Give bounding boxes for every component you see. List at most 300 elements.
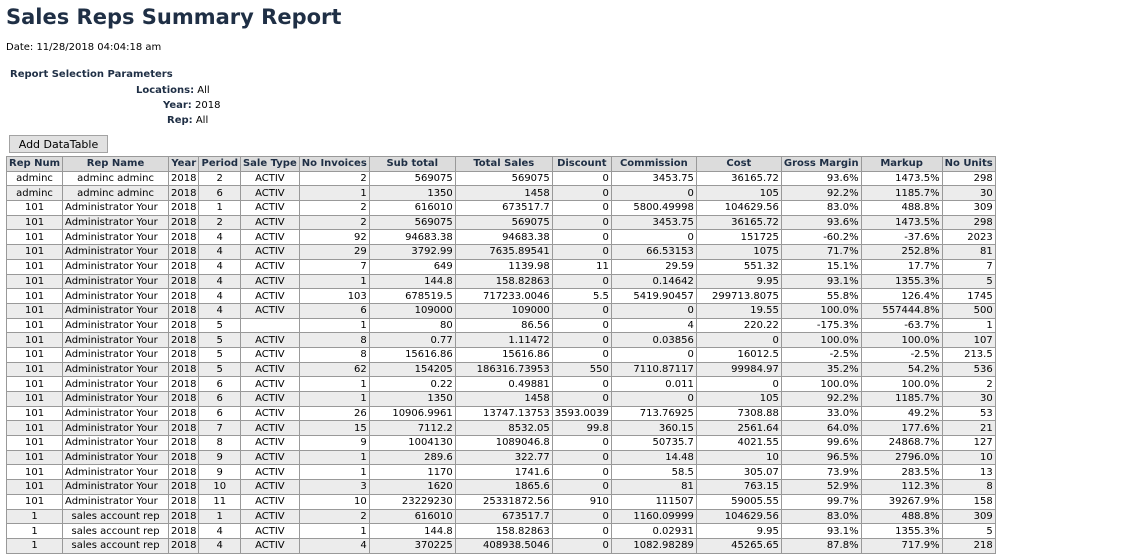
table-cell: ACTIV [240,230,299,245]
table-cell: 64.0% [781,421,861,436]
table-cell: 101 [7,421,63,436]
table-cell: 6 [199,406,241,421]
table-cell: 0 [552,186,611,201]
table-cell: 14.48 [611,450,696,465]
column-header: Discount [552,157,611,172]
table-cell: 81 [942,245,995,260]
table-cell: 536 [942,362,995,377]
table-cell: 101 [7,494,63,509]
param-value: All [197,85,210,96]
table-cell: 92.2% [781,186,861,201]
table-cell: 220.22 [696,318,781,333]
table-cell: 7 [942,259,995,274]
table-cell: 10 [942,450,995,465]
table-cell: 10906.9961 [369,406,455,421]
table-cell: 7110.87117 [611,362,696,377]
table-cell: 1350 [369,186,455,201]
table-cell: 0 [552,524,611,539]
table-cell: ACTIV [240,333,299,348]
table-cell: Administrator Your [63,274,169,289]
table-cell: 1 [299,392,369,407]
table-cell: -2.5% [861,347,942,362]
table-cell: 3792.99 [369,245,455,260]
table-cell: 177.6% [861,421,942,436]
table-cell: 0 [611,347,696,362]
table-cell: 8 [942,480,995,495]
table-cell: 13 [942,465,995,480]
table-cell: 1 [299,465,369,480]
table-cell: 4 [199,289,241,304]
table-cell: 1160.09999 [611,509,696,524]
table-cell: 4 [199,259,241,274]
table-row [7,362,996,377]
table-cell: ACTIV [240,421,299,436]
table-cell: 109000 [455,303,552,318]
table-cell: ACTIV [240,245,299,260]
table-cell: 101 [7,436,63,451]
table-cell: 0.03856 [611,333,696,348]
column-header: No Invoices [299,157,369,172]
table-cell: 763.15 [696,480,781,495]
table-cell: 0 [552,245,611,260]
table-cell: Administrator Your [63,230,169,245]
table-row [7,392,996,407]
table-cell: 73.9% [781,465,861,480]
table-cell: ACTIV [240,494,299,509]
table-cell: 9.95 [696,524,781,539]
table-cell: 71.7% [781,245,861,260]
table-cell: 322.77 [455,450,552,465]
table-cell: 9 [199,450,241,465]
table-row [7,406,996,421]
column-header: No Units [942,157,995,172]
table-cell: 53 [942,406,995,421]
table-cell: 218 [942,538,995,553]
table-cell: 59005.55 [696,494,781,509]
table-row [7,303,996,318]
table-cell: 2 [942,377,995,392]
table-cell: 7635.89541 [455,245,552,260]
table-row [7,480,996,495]
table-cell: 49.2% [861,406,942,421]
table-cell: Administrator Your [63,333,169,348]
table-cell: Administrator Your [63,201,169,216]
table-cell: 1 [7,524,63,539]
table-cell: sales account rep [63,524,169,539]
table-cell: 93.1% [781,524,861,539]
column-header: Commission [611,157,696,172]
table-cell: 2018 [169,186,199,201]
table-cell: 36165.72 [696,171,781,186]
table-row [7,201,996,216]
table-cell: 2018 [169,436,199,451]
table-cell: 101 [7,347,63,362]
table-cell: 2018 [169,274,199,289]
table-cell: 5800.49998 [611,201,696,216]
table-row [7,186,996,201]
table-cell: Administrator Your [63,377,169,392]
table-cell: 87.8% [781,538,861,553]
table-cell: 1745 [942,289,995,304]
table-cell: 5.5 [552,289,611,304]
table-cell: Administrator Your [63,245,169,260]
column-header: Sub total [369,157,455,172]
table-cell: 298 [942,215,995,230]
column-header: Rep Num [7,157,63,172]
column-header: Sale Type [240,157,299,172]
table-cell: 557444.8% [861,303,942,318]
table-cell: 3593.0039 [552,406,611,421]
table-cell: 8 [199,436,241,451]
table-cell: ACTIV [240,347,299,362]
table-cell: 99.6% [781,436,861,451]
table-cell: 105 [696,392,781,407]
table-cell: 6 [199,377,241,392]
table-cell: 111507 [611,494,696,509]
table-cell: 0 [552,377,611,392]
table-cell: 5 [942,274,995,289]
table-cell: 23229230 [369,494,455,509]
table-cell: 101 [7,450,63,465]
table-cell: 2018 [169,362,199,377]
table-cell: 678519.5 [369,289,455,304]
table-cell: 66.53153 [611,245,696,260]
table-cell: 0.77 [369,333,455,348]
table-cell: 50735.7 [611,436,696,451]
param-value: 2018 [194,100,221,111]
table-cell: 5 [199,318,241,333]
table-cell: 1185.7% [861,392,942,407]
table-cell: 2018 [169,215,199,230]
param-year [163,100,220,111]
table-cell: 58.5 [611,465,696,480]
table-cell: 299713.8075 [696,289,781,304]
table-cell: 3453.75 [611,171,696,186]
table-cell: ACTIV [240,465,299,480]
table-cell: Administrator Your [63,362,169,377]
table-row [7,289,996,304]
table-cell: 0 [552,215,611,230]
table-row [7,318,996,333]
table-cell: 7 [299,259,369,274]
table-cell: 3453.75 [611,215,696,230]
table-cell: Administrator Your [63,392,169,407]
table-row [7,465,996,480]
table-cell: sales account rep [63,509,169,524]
table-cell: 101 [7,392,63,407]
table-cell: 1082.98289 [611,538,696,553]
table-cell: adminc [7,171,63,186]
table-cell: 101 [7,245,63,260]
table-cell: ACTIV [240,524,299,539]
table-cell: 8 [299,333,369,348]
table-cell: 127 [942,436,995,451]
table-cell: 0 [552,538,611,553]
table-cell: 1458 [455,392,552,407]
table-cell: 2796.0% [861,450,942,465]
table-row [7,421,996,436]
table-cell: -2.5% [781,347,861,362]
table-cell: 101 [7,362,63,377]
table-cell: 0 [552,274,611,289]
table-cell: 107 [942,333,995,348]
table-cell: 26 [299,406,369,421]
table-cell: Administrator Your [63,450,169,465]
table-cell: 5 [199,347,241,362]
table-cell: 673517.7 [455,201,552,216]
table-cell: 0 [552,171,611,186]
table-cell: 2 [199,215,241,230]
table-cell: 213.5 [942,347,995,362]
table-cell: 1 [299,377,369,392]
table-cell: 1473.5% [861,171,942,186]
column-header: Markup [861,157,942,172]
table-cell: 158.82863 [455,524,552,539]
table-cell: 100.0% [861,333,942,348]
table-cell: 101 [7,465,63,480]
table-cell: 0 [696,377,781,392]
table-cell: 1741.6 [455,465,552,480]
table-cell: 96.5% [781,450,861,465]
table-cell: 0 [552,392,611,407]
table-cell: ACTIV [240,201,299,216]
table-row [7,230,996,245]
table-cell: 19.55 [696,303,781,318]
table-cell: 45265.65 [696,538,781,553]
table-cell: 2018 [169,377,199,392]
table-cell: 2 [299,201,369,216]
table-cell: -63.7% [861,318,942,333]
table-cell: 1 [299,524,369,539]
table-cell: ACTIV [240,436,299,451]
table-cell: Administrator Your [63,259,169,274]
table-cell: 2023 [942,230,995,245]
table-cell: 151725 [696,230,781,245]
table-cell: 83.0% [781,509,861,524]
table-cell: 86.56 [455,318,552,333]
table-cell: 500 [942,303,995,318]
table-cell: 2018 [169,494,199,509]
table-cell: 0 [552,333,611,348]
table-cell: 2018 [169,289,199,304]
table-cell: 9 [199,465,241,480]
table-cell: 5 [199,362,241,377]
table-cell: 94683.38 [455,230,552,245]
table-cell: Administrator Your [63,421,169,436]
table-cell: ACTIV [240,186,299,201]
table-cell: 29 [299,245,369,260]
table-cell: 360.15 [611,421,696,436]
table-cell: 99984.97 [696,362,781,377]
table-cell: Administrator Your [63,406,169,421]
table-cell: 2 [299,215,369,230]
table-cell: 101 [7,480,63,495]
table-cell: 1 [7,538,63,553]
table-cell: adminc [7,186,63,201]
table-cell: 92 [299,230,369,245]
table-cell: 0 [552,201,611,216]
table-cell: 2018 [169,524,199,539]
table-cell: 2018 [169,171,199,186]
table-cell: 0 [552,318,611,333]
table-cell: 101 [7,318,63,333]
table-cell: 1 [299,318,369,333]
table-cell: 105 [696,186,781,201]
table-cell: 11 [552,259,611,274]
table-cell: 81 [611,480,696,495]
table-cell: Administrator Your [63,465,169,480]
column-header: Year [169,157,199,172]
table-cell: 551.32 [696,259,781,274]
table-cell: 103 [299,289,369,304]
table-cell: -60.2% [781,230,861,245]
table-cell: 0 [611,392,696,407]
table-cell: Administrator Your [63,494,169,509]
table-cell: 569075 [455,171,552,186]
table-row [7,245,996,260]
table-cell: 0 [611,230,696,245]
table-cell: 2018 [169,201,199,216]
table-cell: 154205 [369,362,455,377]
table-cell: 0 [552,480,611,495]
table-cell: 2018 [169,406,199,421]
table-cell: 144.8 [369,524,455,539]
table-row [7,450,996,465]
table-cell: 673517.7 [455,509,552,524]
table-cell: 100.0% [781,333,861,348]
table-cell: 99.7% [781,494,861,509]
table-cell: ACTIV [240,215,299,230]
table-cell: adminc adminc [63,186,169,201]
table-cell: 2018 [169,480,199,495]
param-locations [136,85,210,96]
table-cell: 569075 [455,215,552,230]
table-cell: 713.76925 [611,406,696,421]
table-cell: 1089046.8 [455,436,552,451]
table-cell: 104629.56 [696,509,781,524]
table-row [7,509,996,524]
table-cell: 0 [552,450,611,465]
table-cell: 2018 [169,318,199,333]
table-cell [240,318,299,333]
table-cell: 2018 [169,230,199,245]
table-cell: 0.49881 [455,377,552,392]
table-cell: 4 [199,538,241,553]
table-cell: 6 [299,303,369,318]
table-cell: 2561.64 [696,421,781,436]
table-cell: 104629.56 [696,201,781,216]
table-row [7,259,996,274]
table-cell: 1004130 [369,436,455,451]
table-cell: 21 [942,421,995,436]
table-cell: 5 [942,524,995,539]
table-cell: 4 [199,524,241,539]
table-cell: 101 [7,274,63,289]
table-cell: 11 [199,494,241,509]
table-cell: ACTIV [240,171,299,186]
table-cell: 17.7% [861,259,942,274]
table-cell: 1620 [369,480,455,495]
table-cell: 4 [611,318,696,333]
table-cell: 6 [199,186,241,201]
table-cell: 15.1% [781,259,861,274]
sales-reps-table [6,156,996,554]
table-cell: 0 [696,333,781,348]
add-datatable-button[interactable]: Add DataTable [9,135,108,153]
table-cell: 0 [552,436,611,451]
table-cell: 101 [7,303,63,318]
table-cell: 101 [7,259,63,274]
table-cell: 101 [7,201,63,216]
param-value: All [195,115,209,126]
table-cell: 52.9% [781,480,861,495]
table-row [7,377,996,392]
table-cell: 158.82863 [455,274,552,289]
table-cell: 186316.73953 [455,362,552,377]
table-cell: 6 [199,392,241,407]
table-cell: 101 [7,333,63,348]
table-cell: 83.0% [781,201,861,216]
table-cell: ACTIV [240,303,299,318]
table-cell: 16012.5 [696,347,781,362]
table-cell: 305.07 [696,465,781,480]
table-cell: 112.3% [861,480,942,495]
table-cell: 2018 [169,465,199,480]
table-cell: 7308.88 [696,406,781,421]
table-cell: 0 [552,303,611,318]
table-cell: 2018 [169,421,199,436]
header-row [7,157,996,172]
table-cell: Administrator Your [63,215,169,230]
table-cell: 126.4% [861,289,942,304]
table-cell: 717233.0046 [455,289,552,304]
table-cell: 0.02931 [611,524,696,539]
param-label: Year: [163,100,192,111]
table-cell: 99.8 [552,421,611,436]
table-cell: 2 [199,171,241,186]
table-cell: 298 [942,171,995,186]
table-cell: 2 [299,171,369,186]
table-cell: ACTIV [240,450,299,465]
table-cell: 1 [299,186,369,201]
table-cell: 2018 [169,450,199,465]
params-heading: Report Selection Parameters [10,69,173,80]
table-cell: 0 [552,465,611,480]
page-title: Sales Reps Summary Report [6,5,342,29]
report-date: Date: 11/28/2018 04:04:18 am [6,42,162,53]
table-cell: 550 [552,362,611,377]
table-row [7,436,996,451]
table-cell: ACTIV [240,406,299,421]
param-label: Locations: [136,85,195,96]
table-cell: 569075 [369,215,455,230]
table-cell: 0.22 [369,377,455,392]
table-cell: ACTIV [240,259,299,274]
table-cell: 30 [942,392,995,407]
table-cell: 7 [199,421,241,436]
table-cell: 8532.05 [455,421,552,436]
table-row [7,347,996,362]
table-cell: 370225 [369,538,455,553]
table-cell: 80 [369,318,455,333]
column-header: Gross Margin [781,157,861,172]
table-cell: 2018 [169,509,199,524]
table-cell: 4 [199,245,241,260]
table-row [7,333,996,348]
table-cell: 1458 [455,186,552,201]
table-cell: 36165.72 [696,215,781,230]
table-cell: 101 [7,215,63,230]
